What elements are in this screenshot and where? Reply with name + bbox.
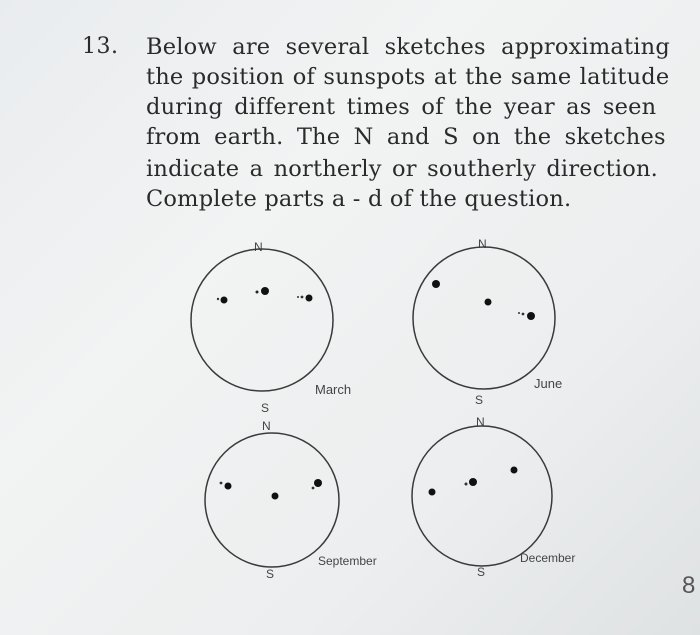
question-line-6: Complete parts a - d of the question. [146, 186, 572, 212]
south-label-june: S [475, 393, 484, 407]
sunspot [220, 482, 223, 485]
sunspot [527, 312, 535, 320]
sunspot [256, 291, 259, 294]
sunspot [272, 493, 279, 500]
south-label-march: S [261, 401, 270, 415]
sunspot [221, 297, 228, 304]
sketch-june [413, 237, 562, 407]
question-line-1: Below are several sketches approximating [146, 34, 670, 60]
sunspot [522, 313, 525, 316]
question-number: 13. [82, 34, 119, 59]
sunspot [465, 483, 468, 486]
sketch-december [412, 415, 575, 579]
month-label-december: December [520, 551, 576, 565]
sunspot [312, 487, 315, 490]
sunspot [217, 298, 219, 300]
sun-disk-september [205, 433, 339, 567]
month-label-june: June [534, 376, 563, 391]
sunspot [297, 296, 299, 298]
question-line-4: from earth. The N and S on the sketches [146, 124, 666, 150]
sun-disk-december [412, 426, 552, 566]
sunspot [225, 483, 232, 490]
sunspot [314, 479, 322, 487]
question-line-2: the position of sunspots at the same latitude [146, 64, 670, 90]
sun-disk-march [191, 249, 333, 391]
north-label-december: N [476, 415, 485, 429]
sunspot [485, 299, 492, 306]
north-label-march: N [254, 240, 263, 254]
sunspot [429, 489, 436, 496]
sunspot [511, 467, 518, 474]
north-label-june: N [478, 237, 487, 251]
sunspot [301, 296, 304, 299]
page-corner-number: 8 [682, 572, 696, 599]
sunspot [306, 295, 313, 302]
sunspot [432, 280, 440, 288]
sunspot [469, 478, 477, 486]
month-label-march: March [315, 382, 352, 397]
sunspot [261, 287, 269, 295]
question-line-3: during different times of the year as seen [146, 94, 657, 120]
sketch-march [191, 240, 351, 415]
sunspot [518, 312, 520, 314]
question-line-5: indicate a northerly or southerly direction. [146, 156, 659, 182]
south-label-september: S [266, 567, 275, 581]
north-label-september: N [262, 419, 271, 433]
south-label-december: S [477, 565, 486, 579]
sketch-september [205, 419, 377, 581]
month-label-september: September [318, 554, 377, 568]
